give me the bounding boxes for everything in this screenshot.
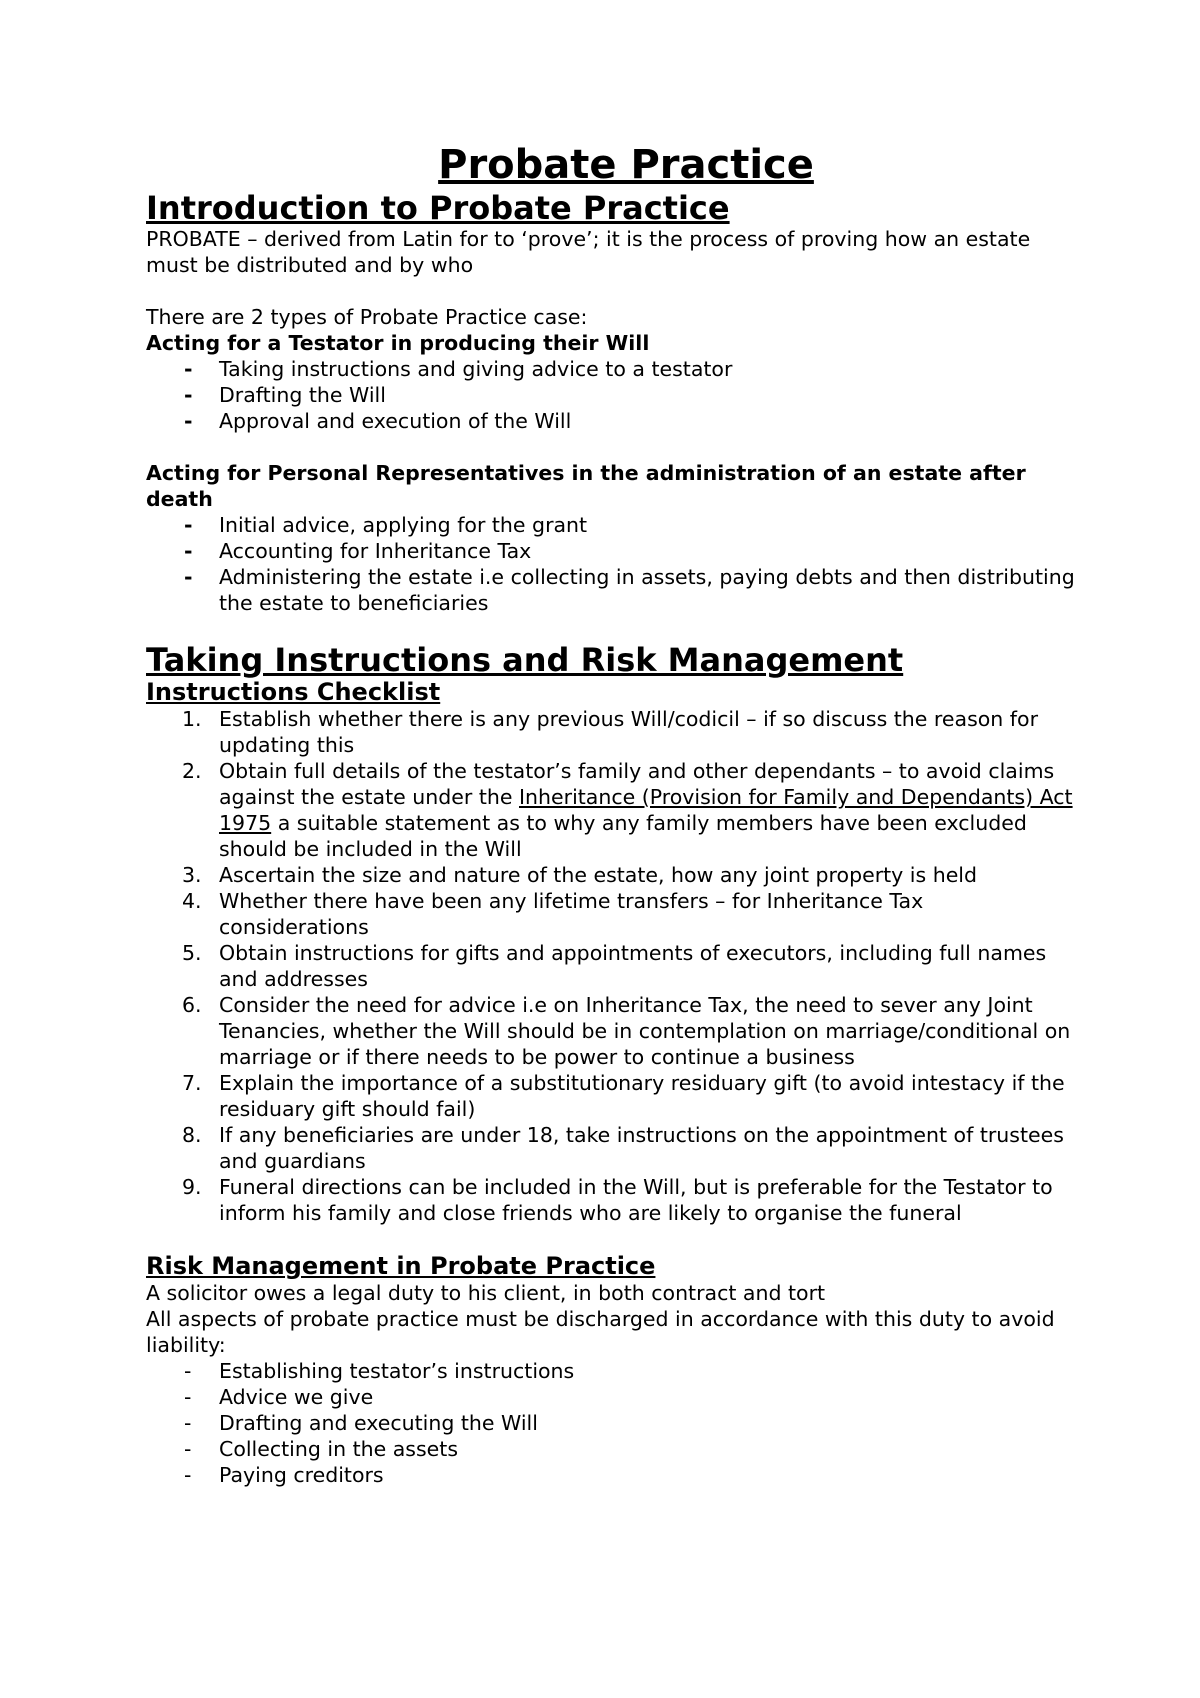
list-item: 9. Funeral directions can be included in the Will, but is preferable for the Testator to inform his family and close friends who are likely to organise the funeral (182, 1175, 1053, 1225)
list-item: 4. Whether there have been any lifetime transfers – for Inheritance Tax considerations (182, 889, 924, 939)
list-item: - Collecting in the assets (184, 1437, 459, 1461)
list-item: 8. If any beneficiaries are under 18, take instructions on the appointment of trustees and guardians (182, 1123, 1064, 1173)
pr-heading: Acting for Personal Representatives in the administration of an estate after death (146, 461, 1026, 511)
list-item: 2. Obtain full details of the testator’s family and other dependants – to avoid claims against the estate under the Inheritance (Provision for Family and Dependants) Act 1975 a suitable statement as to why any family members have been excluded should be included in the Will (182, 759, 1073, 861)
list-item: - Paying creditors (184, 1463, 384, 1487)
act-reference: Inheritance (Provision for Family and Dependants) Act 1975 (219, 785, 1073, 835)
risk-line-1: A solicitor owes a legal duty to his client, in both contract and tort (146, 1281, 826, 1305)
list-item: 3. Ascertain the size and nature of the estate, how any joint property is held (182, 863, 978, 887)
types-line: There are 2 types of Probate Practice case: (146, 305, 588, 329)
checklist-heading: Instructions Checklist (146, 678, 441, 706)
intro-heading: Introduction to Probate Practice (146, 189, 730, 227)
risk-line-2: All aspects of probate practice must be discharged in accordance with this duty to avoid liability: (146, 1307, 1055, 1357)
testator-list (146, 356, 1076, 434)
list-item: - Administering the estate i.e collecting in assets, paying debts and then distributing the estate to beneficiaries (184, 565, 1075, 615)
list-item: - Advice we give (184, 1385, 374, 1409)
list-item: 7. Explain the importance of a substitutionary residuary gift (to avoid intestacy if the residuary gift should fail) (182, 1071, 1065, 1121)
list-item: 5. Obtain instructions for gifts and appointments of executors, including full names and addresses (182, 941, 1047, 991)
instructions-heading: Taking Instructions and Risk Management (146, 641, 904, 679)
list-item: - Accounting for Inheritance Tax (184, 539, 532, 563)
list-item: - Approval and execution of the Will (184, 409, 572, 433)
list-item: - Drafting and executing the Will (184, 1411, 538, 1435)
checklist (146, 706, 1076, 1226)
document-title: Probate Practice (438, 142, 814, 188)
probate-definition: PROBATE – derived from Latin for to ‘prove’; it is the process of proving how an estate must be distributed and by who (146, 227, 1031, 277)
document-content (146, 140, 1076, 1488)
risk-heading: Risk Management in Probate Practice (146, 1252, 656, 1280)
list-item: 6. Consider the need for advice i.e on Inheritance Tax, the need to sever any Joint Tenancies, whether the Will should be in contemplation on marriage/conditional on marriage or if there needs to be power to continue a business (182, 993, 1071, 1069)
list-item: - Establishing testator’s instructions (184, 1359, 575, 1383)
list-item: 1. Establish whether there is any previous Will/codicil – if so discuss the reason for updating this (182, 707, 1038, 757)
testator-heading: Acting for a Testator in producing their Will (146, 331, 650, 355)
pr-list (146, 512, 1076, 616)
risk-list (146, 1358, 1076, 1488)
list-item: - Initial advice, applying for the grant (184, 513, 588, 537)
list-item: - Drafting the Will (184, 383, 386, 407)
list-item: - Taking instructions and giving advice to a testator (184, 357, 733, 381)
